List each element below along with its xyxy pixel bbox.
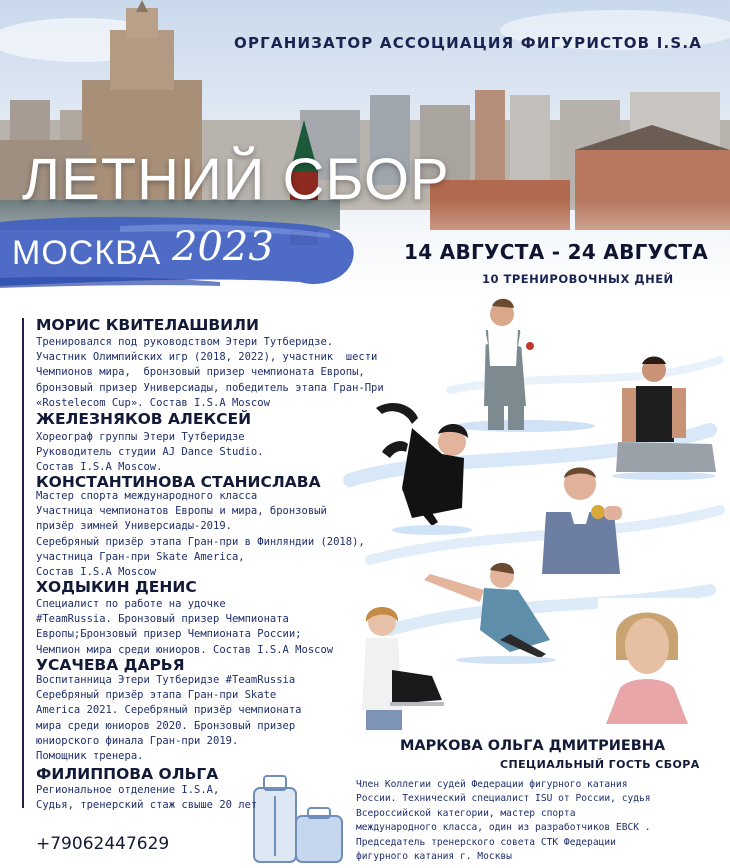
coach-bio <box>36 489 365 580</box>
skater-photo-stanislava <box>372 398 482 538</box>
coach-bio-line: Региональное отделение I.S.A, <box>36 784 220 796</box>
training-days: 10 ТРЕНИРОВОЧНЫХ ДНЕЙ <box>482 272 674 286</box>
coach-name: ФИЛИППОВА ОЛЬГА <box>36 765 219 783</box>
organizer-text: ОРГАНИЗАТОР АССОЦИАЦИЯ ФИГУРИСТОВ I.S.A <box>234 34 703 52</box>
guest-bio-line: Член Коллегии судей Федерации фигурного катания <box>356 779 628 790</box>
coach-bio-line: Воспитанница Этери Тутберидзе #TeamRussia <box>36 674 296 686</box>
list-divider-line <box>22 318 24 808</box>
coach-bio-line: Состав I.S.A Moscow <box>36 566 157 579</box>
coach-bio-line: Европы;Бронзовый призер Чемпионата России; <box>36 628 302 641</box>
coach-name: ХОДЫКИН ДЕНИС <box>36 578 197 596</box>
coach-name: ЖЕЛЕЗНЯКОВ АЛЕКСЕЙ <box>36 410 252 428</box>
coach-bio-line: Хореограф группы Этери Тутберидзе <box>36 431 245 443</box>
coach-bio-line: Помощник тренера. <box>36 750 144 763</box>
guest-bio-line: Всероссийской категории, мастер спорта <box>356 807 576 819</box>
coach-bio-line: Участник Олимпийских игр (2018, 2022), участник шести <box>36 351 378 364</box>
coach-bio-line: участница Гран-при Skate America, <box>36 550 245 563</box>
hero-banner <box>0 0 730 300</box>
coach-bio-line: бронзовый призер Универсиады, победитель этапа Гран-При <box>36 381 384 394</box>
coach-bio <box>36 783 257 813</box>
contact-phone-link[interactable]: +79062447629 <box>36 834 170 854</box>
guest-bio-line: международного класса, один из разработчиков EBCK . <box>356 822 651 834</box>
coach-bio-line: Мастер спорта международного класса <box>36 490 258 502</box>
coach-photo-alexey <box>612 352 722 480</box>
guest-name: МАРКОВА ОЛЬГА ДМИТРИЕВНА <box>400 738 666 754</box>
coach-bio-line: Участница чемпионатов Европы и мира, бронзовый <box>36 505 327 518</box>
city-label: МОСКВА <box>12 234 162 272</box>
guest-bio-line: России. Технический специалист ISU от России, судья <box>356 793 651 805</box>
coach-bio-line: «Rostelecom Cup». Состав I.S.A Moscow <box>36 396 270 409</box>
coach-photo-olga-filippova <box>352 600 448 730</box>
guest-photo-markova <box>598 598 696 724</box>
coach-bio <box>36 335 384 411</box>
year-label: 2023 <box>172 224 274 270</box>
coach-bio-line: Состав I.S.A Moscow. <box>36 461 163 474</box>
guest-role: СПЕЦИАЛЬНЫЙ ГОСТЬ СБОРА <box>500 758 700 771</box>
coach-photo-denis <box>540 462 640 574</box>
coach-bio-line: юниорского финала Гран-при 2019. <box>36 734 239 747</box>
guest-bio <box>356 778 651 864</box>
coach-bio-line: Серебряный призёр этапа Гран-при в Финляндии (2018), <box>36 535 365 548</box>
coach-name: УСАЧЕВА ДАРЬЯ <box>36 656 185 674</box>
camp-dates: 14 АВГУСТА - 24 АВГУСТА <box>404 240 709 264</box>
coach-bio <box>36 430 264 476</box>
coach-bio-line: Судья, тренерский стаж свыше 20 лет <box>36 799 258 812</box>
coach-name: КОНСТАНТИНОВА СТАНИСЛАВА <box>36 473 321 491</box>
coach-bio-line: Серебряный призёр этапа Гран-при Skate <box>36 689 277 702</box>
coach-bio <box>36 597 333 658</box>
guest-bio-line: Председатель тренерского совета СТК Федерации <box>356 836 616 848</box>
coach-bio-line: America 2021. Серебряный призёр чемпионата <box>36 704 302 717</box>
coach-bio-line: Тренировался под руководством Этери Тутберидзе. <box>36 336 334 348</box>
coach-bio-line: призёр зимней Универсиады-2019. <box>36 520 232 533</box>
coach-bio-line: мира среди юниоров 2020. Бронзовый призер <box>36 719 296 732</box>
coach-bio-line: Руководитель студии AJ Dance Studio. <box>36 446 264 459</box>
coach-bio-line: Специалист по работе на удочке <box>36 598 226 610</box>
coach-bio-line: Чемпионов мира, бронзовый призер чемпионата Европы, <box>36 366 365 379</box>
coach-bio-line: Чемпион мира среди юниоров. Состав I.S.A Moscow <box>36 643 334 656</box>
coach-bio-line: #TeamRussia. Бронзовый призер Чемпионата <box>36 613 289 626</box>
coach-bio <box>36 673 302 764</box>
camp-title: ЛЕТНИЙ СБОР <box>22 147 450 212</box>
guest-bio-line: фигурного катания г. Москвы <box>356 851 512 863</box>
suitcase-icon <box>248 768 348 868</box>
coach-name: МОРИС КВИТЕЛАШВИЛИ <box>36 316 259 334</box>
